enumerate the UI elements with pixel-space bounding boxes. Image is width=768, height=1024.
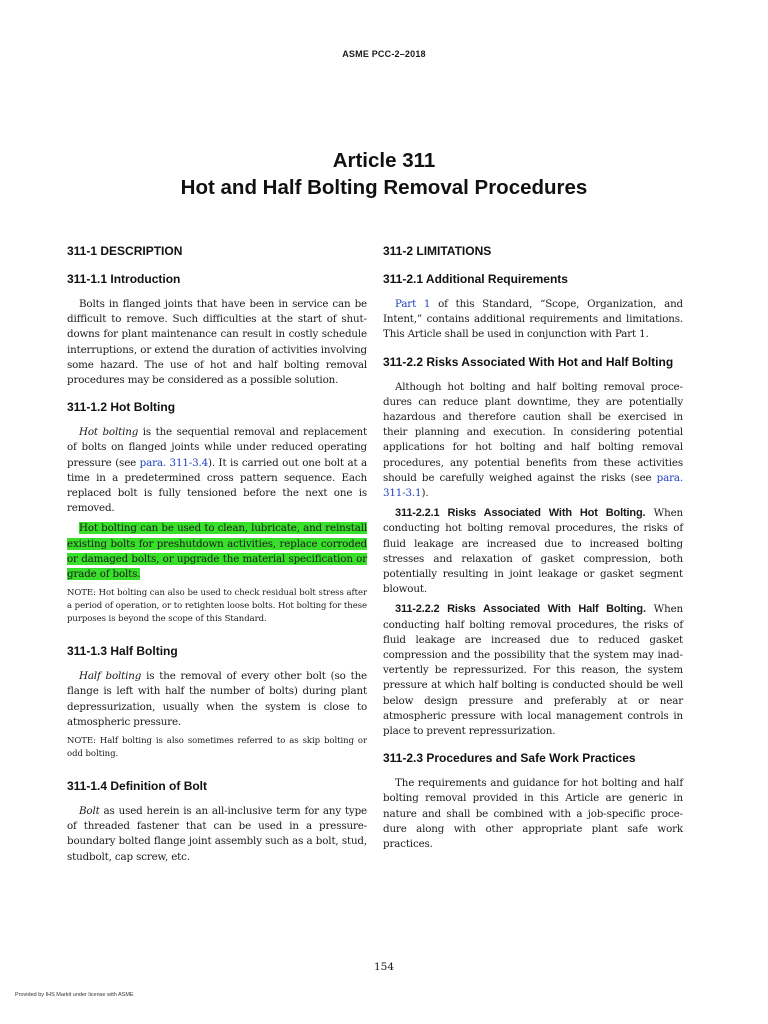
hot-bolting-highlighted-paragraph [67, 521, 367, 582]
para-311-3-1-link[interactable]: para. 311-3.1 [383, 471, 683, 500]
article-title: Hot and Half Bolting Removal Procedures [180, 176, 588, 199]
hot-bolting-note: NOTE: Hot bolting can also be used to check residual bolt stress after a period of operation, or to retighten loose bolts. Hot bolting for these purposes is beyond the scope of this Standard. [67, 588, 367, 625]
half-bolting-note: NOTE: Half bolting is also sometimes referred to as skip bolting or odd bolting. [67, 736, 367, 760]
risks-hot-bolting-text: When conducting hot bolting removal procedures, the risks of fluid leakage are increased due to increased bolting stresses and relaxation of gasket compression, both potentially resulting in joint leakage or gasket segment blowout. [383, 507, 683, 596]
risks-hot-bolting-paragraph [383, 506, 683, 597]
definition-text: as used herein is an all-inclusive term for any type of threaded fastener that can be used in a pressure-boundary bolted flange joint assembly such as a bolt, stud, studbolt, cap screw, etc. [67, 805, 367, 863]
risks-half-bolting-text: When conducting half bolting removal procedures, the risks of fluid leakage are increased due to reduced gasket compression and the possibility that the system may inadvertently be repressurized. For this reason, the system pressure at which half bolting is conducted should be well below design pressure and preferably at or near atmospheric pressure with local management controls in place to prevent repressurization. [383, 603, 683, 738]
hot-bolting-paragraph [67, 425, 367, 516]
risks-text-b: ). [421, 487, 429, 500]
section-heading-description: 311-1 DESCRIPTION [67, 244, 183, 258]
half-bolting-term: Half bolting [79, 670, 142, 683]
part-1-link[interactable]: Part 1 [395, 298, 431, 310]
half-bolting-text: is the removal of every other bolt (so the flange is left with half the number of bolts) during plant depressurization, usually when the system is close to atmospheric pressure. [67, 670, 367, 728]
subsection-heading-introduction: 311-1.1 Introduction [67, 272, 181, 286]
additional-text: of this Standard, “Scope, Organization, and Intent,” contains additional requirements and limitations. This Article shall be used in conjunction with Part 1. [383, 298, 683, 341]
page-number: 154 [373, 961, 395, 973]
risks-hot-bolting-runhead: 311-2.2.1 Risks Associated With Hot Bolting. [395, 507, 646, 520]
right-column [383, 243, 683, 863]
para-311-3-4-link[interactable]: para. 311-3.4 [139, 456, 208, 469]
risks-half-bolting-paragraph [383, 602, 683, 739]
subsection-heading-definition: 311-1.4 Definition of Bolt [67, 779, 208, 794]
subsection-heading-half-bolting: 311-1.3 Half Bolting [67, 644, 178, 659]
highlight-mark: Hot bolting can be used to clean, lubricate, and reinstall existing bolts for preshutdown activities, replace corroded or damaged bolts, or upgrade the material specification or grade of bolts. [67, 522, 367, 581]
hot-bolting-text-a: is the sequential removal and replacement of bolts on flanged joints while under reduced operating pressure (see [67, 426, 367, 469]
bolt-term: Bolt [79, 805, 100, 818]
article-number: Article 311 [332, 149, 436, 172]
hot-bolting-term: Hot bolting [79, 426, 139, 439]
introduction-paragraph: Bolts in flanged joints that have been in service can be difficult to remove. Such difficulties at the start of shutdowns for plant maintenance can result in costly schedule interruptions, or extend the duration of activities involving some hazard. The use of hot and half bolting removal procedures may be considered as a possible solution. [67, 298, 367, 387]
risks-half-bolting-runhead: 311-2.2.2 Risks Associated With Half Bolting. [395, 603, 646, 616]
hot-bolting-text-b: ). It is carried out one bolt at a time in a predetermined cross pattern sequence. Each replaced bolt is fully tensioned before the next one is removed. [67, 456, 367, 515]
procedures-paragraph: The requirements and guidance for hot bolting and half bolting removal provided in this Article are generic in nature and shall be combined with a job-specific procedure along with other appropriate plant safe work practices. [383, 777, 683, 851]
subsection-heading-procedures: 311-2.3 Procedures and Safe Work Practices [383, 751, 636, 766]
half-bolting-paragraph [67, 669, 367, 730]
running-head: ASME PCC-2–2018 [342, 49, 426, 59]
risks-text-a: Although hot bolting and half bolting removal procedures can reduce plant downtime, they are potentially hazardous and therefore caution shall be exercised in their planning and execution. In considering potential applications for hot bolting and half bolting removal procedures, any potential benefits from these activities should be carefully weighed against the risks (see [383, 380, 683, 484]
subsection-heading-hot-bolting: 311-1.2 Hot Bolting [67, 400, 176, 415]
section-heading-limitations: 311-2 LIMITATIONS [383, 244, 492, 258]
definition-paragraph [67, 804, 367, 865]
left-column [67, 243, 367, 876]
license-footer: Provided by IHS Markit under license with ASME [15, 992, 134, 998]
subsection-heading-additional-requirements: 311-2.1 Additional Requirements [383, 272, 568, 286]
subsection-heading-risks: 311-2.2 Risks Associated With Hot and Half Bolting [383, 354, 674, 369]
risks-paragraph [383, 380, 683, 502]
additional-requirements-paragraph [383, 297, 683, 343]
